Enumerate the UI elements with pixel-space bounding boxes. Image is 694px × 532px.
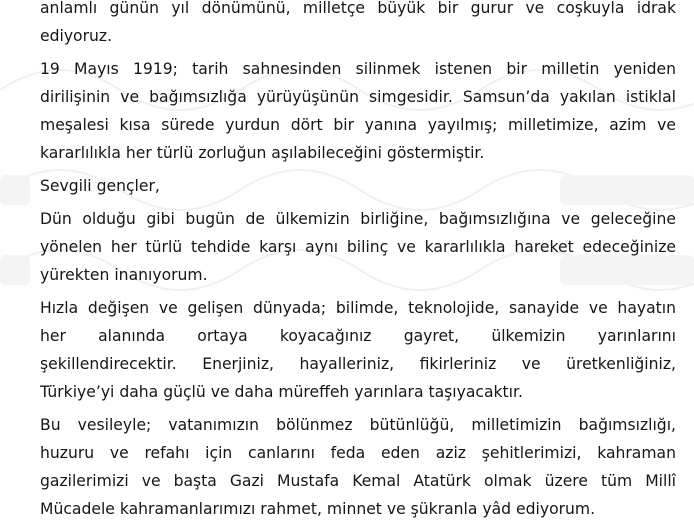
paragraph	[40, 55, 676, 167]
paragraph	[40, 205, 676, 289]
paragraph	[40, 411, 676, 523]
text-line: huzuru ve refahı için canlarını feda eden aziz şehitlerimizi, kahraman	[40, 444, 676, 462]
text-line: Türkiye’yi daha güçlü ve daha müreffeh yarınlara taşıyacaktır.	[40, 383, 523, 401]
text-line: meşalesi kısa sürede yurdun dört bir yanına yayılmış; milletimize, azim ve	[40, 116, 676, 134]
paragraph	[40, 0, 676, 50]
text-line: 19 Mayıs 1919; tarih sahnesinden silinmek istenen bir milletin yeniden	[40, 60, 676, 78]
text-line: anlamlı günün yıl dönümünü, milletçe büyük bir gurur ve coşkuyla idrak	[40, 0, 676, 17]
text-line: yürekten inanıyorum.	[40, 266, 208, 284]
text-line: Hızla değişen ve gelişen dünyada; bilimde, teknolojide, sanayide ve hayatın	[40, 299, 676, 317]
text-line: Bu vesileyle; vatanımızın bölünmez bütünlüğü, milletimizin bağımsızlığı,	[40, 416, 676, 434]
paragraph	[40, 294, 676, 406]
text-line: her alanında ortaya koyacağınız gayret, ülkemizin yarınlarını	[40, 327, 676, 345]
text-line: ediyoruz.	[40, 27, 113, 45]
paragraph	[40, 172, 676, 200]
text-line: gazilerimizi ve başta Gazi Mustafa Kemal Atatürk olmak üzere tüm Millî	[40, 472, 676, 490]
text-line: Mücadele kahramanlarımızı rahmet, minnet ve şükranla yâd ediyorum.	[40, 500, 596, 518]
text-line: Sevgili gençler,	[40, 177, 160, 195]
text-line: Dün olduğu gibi bugün de ülkemizin birliğine, bağımsızlığına ve geleceğine	[40, 210, 676, 228]
text-line: şekillendirecektir. Enerjiniz, hayalleriniz, fikirleriniz ve üretkenliğiniz,	[40, 355, 676, 373]
text-line: yönelen her türlü tehdide karşı aynı bilinç ve kararlılıkla hareket edeceğinize	[40, 238, 676, 256]
letter-body	[40, 0, 676, 528]
text-line: kararlılıkla her türlü zorluğun aşılabileceğini göstermiştir.	[40, 144, 485, 162]
text-line: dirilişinin ve bağımsızlığa yürüyüşünün simgesidir. Samsun’da yakılan istiklal	[40, 88, 676, 106]
